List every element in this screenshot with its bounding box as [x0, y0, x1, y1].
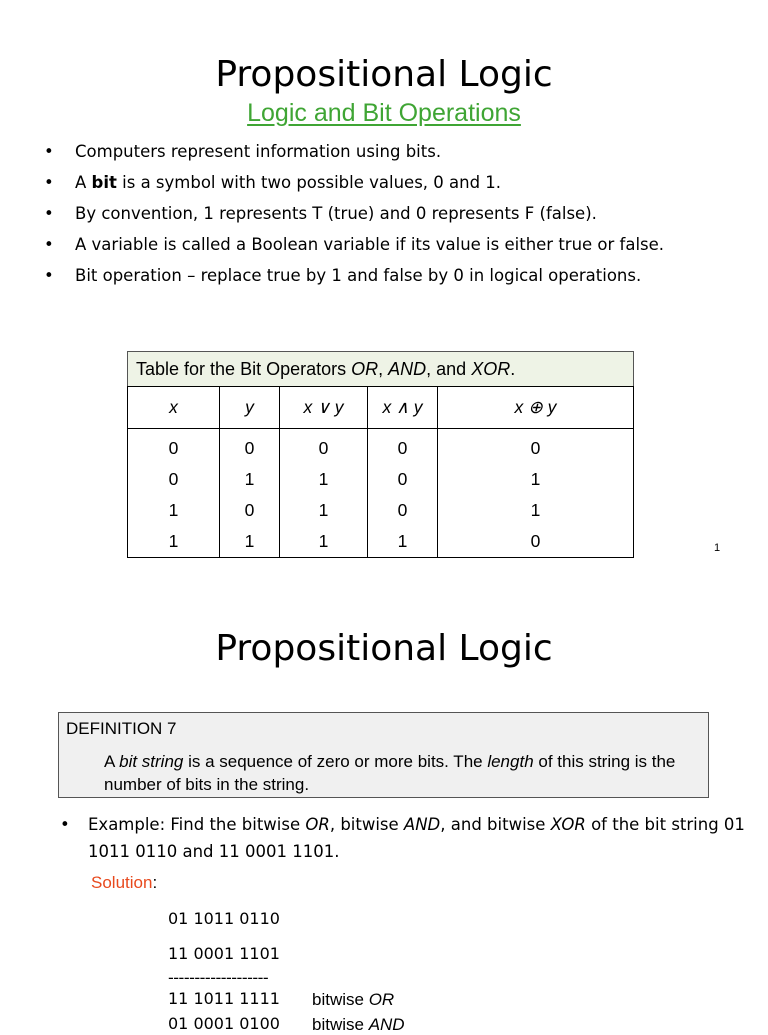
table-cell: 0	[368, 429, 438, 465]
table-cell: 1	[128, 526, 220, 558]
caption-end: .	[510, 359, 516, 379]
bullet-item-3	[44, 202, 664, 233]
definition-box	[58, 712, 709, 798]
bullet-item-2	[44, 171, 664, 202]
bullet-list	[44, 140, 664, 295]
definition-title: DEFINITION 7	[66, 719, 177, 738]
caption-text: Table for the Bit Operators	[136, 359, 352, 379]
definition-text	[104, 750, 704, 796]
slide-1-subtitle: Logic and Bit Operations	[247, 99, 521, 127]
table-cell: 1	[280, 526, 368, 558]
result-or: 11 1011 1111	[168, 989, 280, 1008]
caption-xor: XOR	[471, 359, 511, 379]
slide-2-title: Propositional Logic	[215, 628, 553, 669]
op-label-and: AND	[368, 1015, 405, 1034]
example-text: of the bit string 01 1011 0110 and 11 0001 1101.	[88, 815, 745, 861]
table-cell: 0	[128, 464, 220, 495]
bullet-dot-icon: •	[44, 235, 54, 254]
example-xor: XOR	[550, 815, 586, 834]
op-label-or: OR	[368, 990, 395, 1009]
header-and: x ∧ y	[368, 387, 438, 429]
result-or-label	[312, 990, 394, 1010]
table-row	[128, 495, 634, 526]
header-xor: x ⊕ y	[438, 387, 634, 429]
def-term-length: length	[487, 752, 534, 771]
def-text-part: is a sequence of zero or more bits. The	[183, 752, 488, 771]
solution-label	[91, 873, 157, 893]
bullet-dot-icon: •	[44, 142, 54, 161]
table-caption	[127, 351, 634, 386]
bullet-dot-icon: •	[44, 204, 54, 223]
caption-or: OR	[351, 359, 379, 379]
slide-2	[0, 580, 768, 1034]
table-cell: 0	[368, 464, 438, 495]
result-and-label	[312, 1015, 405, 1035]
table-cell: 0	[128, 429, 220, 465]
table-cell: 1	[280, 464, 368, 495]
table-cell: 1	[368, 526, 438, 558]
table-header-row	[128, 387, 634, 429]
table-row	[128, 429, 634, 465]
example-and: AND	[403, 815, 441, 834]
op-label-text: bitwise	[312, 990, 369, 1009]
bit-string-2: 11 0001 1101	[168, 944, 280, 963]
table-cell: 1	[280, 495, 368, 526]
table-cell: 1	[220, 464, 280, 495]
separator-line: -------------------	[168, 968, 269, 987]
table-cell: 0	[438, 526, 634, 558]
table-cell: 1	[128, 495, 220, 526]
bullet-item-4	[44, 233, 664, 264]
table-cell: 1	[438, 495, 634, 526]
solution-colon: :	[152, 873, 158, 892]
table-row	[128, 464, 634, 495]
table-cell: 1	[220, 526, 280, 558]
bit-string-1: 01 1011 0110	[168, 909, 280, 928]
def-term-bit-string: bit string	[119, 752, 184, 771]
op-label-text: bitwise	[312, 1015, 369, 1034]
bit-operators-table	[127, 351, 634, 558]
bullet-item-5	[44, 264, 664, 295]
table-cell: 0	[220, 429, 280, 465]
result-and: 01 0001 0100	[168, 1014, 280, 1033]
bullet-item-1	[44, 140, 664, 171]
example-bullet	[60, 811, 768, 865]
example-text: , bitwise	[329, 815, 404, 834]
def-text-part: of this string is the number of bits in the string.	[104, 752, 676, 794]
table-row	[128, 526, 634, 558]
slide-1-title: Propositional Logic	[215, 54, 553, 95]
bullet-dot-icon: •	[60, 815, 70, 834]
caption-and: AND	[388, 359, 427, 379]
bullet-text: Bit operation – replace true by 1 and false by 0 in logical operations.	[75, 266, 642, 285]
header-y: y	[220, 387, 280, 429]
caption-sep: , and	[426, 359, 472, 379]
bullet-text: Computers represent information using bits.	[75, 142, 442, 161]
bullet-dot-icon: •	[44, 173, 54, 192]
bullet-text: A variable is called a Boolean variable if its value is either true or false.	[75, 235, 665, 254]
bullet-text-pre: A	[75, 173, 92, 192]
bullet-text: By convention, 1 represents T (true) and 0 represents F (false).	[75, 204, 597, 223]
example-or: OR	[305, 815, 330, 834]
header-or: x ∨ y	[280, 387, 368, 429]
page-number: 1	[714, 542, 721, 554]
example-text: , and bitwise	[440, 815, 551, 834]
table-cell: 1	[438, 464, 634, 495]
def-text-part: A	[104, 752, 120, 771]
header-x: x	[128, 387, 220, 429]
bullet-text-post: is a symbol with two possible values, 0 and 1.	[116, 173, 502, 192]
table-cell: 0	[220, 495, 280, 526]
table-cell: 0	[438, 429, 634, 465]
caption-sep: ,	[378, 359, 389, 379]
bullet-dot-icon: •	[44, 266, 54, 285]
table-cell: 0	[280, 429, 368, 465]
table-cell: 0	[368, 495, 438, 526]
solution-word: Solution	[91, 873, 153, 892]
bullet-bold-term: bit	[91, 173, 117, 192]
example-text: Example: Find the bitwise	[88, 815, 306, 834]
